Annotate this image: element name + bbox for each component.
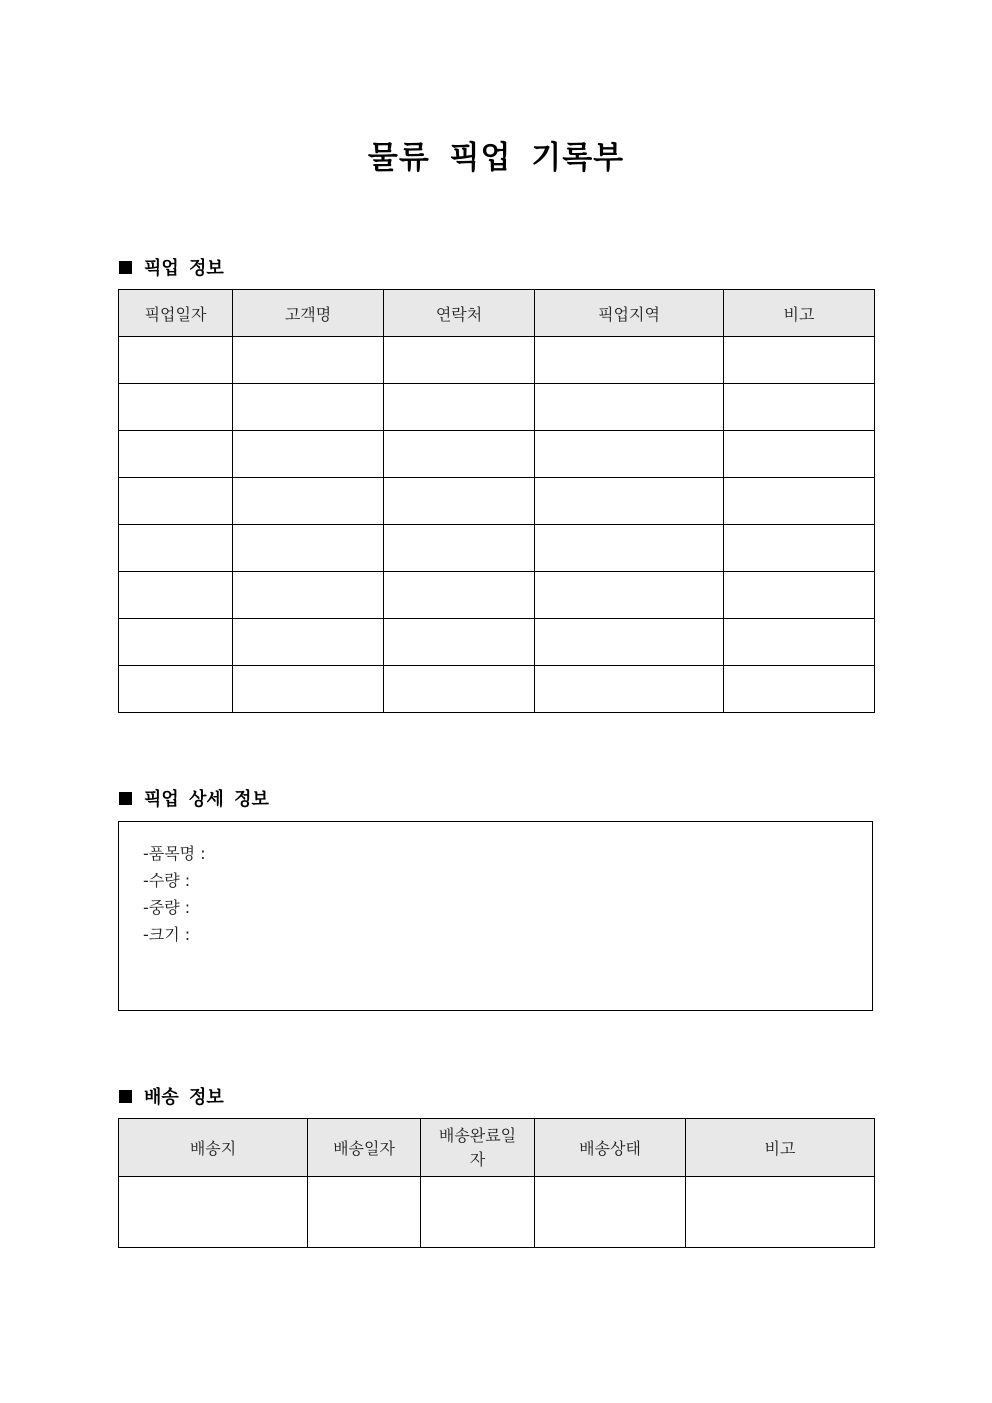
table-cell[interactable]: [119, 525, 233, 572]
table-cell[interactable]: [535, 384, 724, 431]
table-row: [119, 337, 875, 384]
section-heading-label: 픽업 상세 정보: [144, 789, 269, 810]
square-bullet-icon: [119, 1090, 132, 1103]
section-heading-delivery-info: [119, 1083, 224, 1109]
table-cell[interactable]: [724, 337, 875, 384]
column-header-completion-date: 배송완료일자: [421, 1119, 535, 1177]
table-cell[interactable]: [535, 619, 724, 666]
document-title: 물류 픽업 기록부: [367, 140, 625, 176]
column-header-customer-name: 고객명: [233, 290, 384, 337]
detail-quantity: -수량 :: [143, 871, 191, 890]
section-heading-label: 배송 정보: [144, 1087, 224, 1108]
table-cell[interactable]: [535, 1177, 686, 1248]
table-cell[interactable]: [233, 666, 384, 713]
table-row: [119, 572, 875, 619]
table-cell[interactable]: [384, 666, 535, 713]
square-bullet-icon: [119, 792, 132, 805]
table-cell[interactable]: [384, 384, 535, 431]
column-header-pickup-date: 픽업일자: [119, 290, 233, 337]
table-cell[interactable]: [535, 525, 724, 572]
table-cell[interactable]: [384, 478, 535, 525]
table-cell[interactable]: [308, 1177, 421, 1248]
table-cell[interactable]: [119, 619, 233, 666]
column-header-pickup-area: 픽업지역: [535, 290, 724, 337]
table-cell[interactable]: [233, 384, 384, 431]
table-cell[interactable]: [724, 478, 875, 525]
table-cell[interactable]: [535, 478, 724, 525]
table-cell[interactable]: [119, 431, 233, 478]
table-cell[interactable]: [724, 525, 875, 572]
column-header-remarks: 비고: [686, 1119, 875, 1177]
table-cell[interactable]: [119, 384, 233, 431]
table-header-row: [119, 1119, 875, 1177]
table-cell[interactable]: [724, 572, 875, 619]
delivery-info-table: [118, 1118, 875, 1248]
table-row: [119, 478, 875, 525]
table-row: [119, 1177, 875, 1248]
table-header-row: [119, 290, 875, 337]
column-header-delivery-status: 배송상태: [535, 1119, 686, 1177]
table-cell[interactable]: [233, 572, 384, 619]
table-row: [119, 384, 875, 431]
table-row: [119, 666, 875, 713]
pickup-detail-box[interactable]: [118, 821, 873, 1011]
section-heading-pickup-info: [119, 254, 224, 280]
table-cell[interactable]: [384, 619, 535, 666]
table-cell[interactable]: [724, 384, 875, 431]
table-cell[interactable]: [421, 1177, 535, 1248]
table-cell[interactable]: [724, 666, 875, 713]
section-heading-label: 픽업 정보: [144, 258, 224, 279]
table-row: [119, 619, 875, 666]
pickup-info-table: [118, 289, 875, 713]
table-cell[interactable]: [535, 337, 724, 384]
table-cell[interactable]: [233, 431, 384, 478]
detail-size: -크기 :: [143, 925, 191, 944]
column-header-destination: 배송지: [119, 1119, 308, 1177]
table-cell[interactable]: [384, 431, 535, 478]
table-cell[interactable]: [535, 666, 724, 713]
column-header-remarks: 비고: [724, 290, 875, 337]
table-cell[interactable]: [119, 666, 233, 713]
table-row: [119, 431, 875, 478]
table-cell[interactable]: [233, 525, 384, 572]
table-cell[interactable]: [233, 619, 384, 666]
table-cell[interactable]: [119, 337, 233, 384]
square-bullet-icon: [119, 261, 132, 274]
table-cell[interactable]: [384, 337, 535, 384]
table-cell[interactable]: [535, 572, 724, 619]
table-row: [119, 525, 875, 572]
table-cell[interactable]: [535, 431, 724, 478]
column-header-contact: 연락처: [384, 290, 535, 337]
table-cell[interactable]: [384, 525, 535, 572]
table-cell[interactable]: [724, 619, 875, 666]
table-cell[interactable]: [119, 1177, 308, 1248]
table-cell[interactable]: [119, 572, 233, 619]
table-cell[interactable]: [384, 572, 535, 619]
table-cell[interactable]: [233, 478, 384, 525]
detail-item-name: -품목명 :: [143, 844, 206, 863]
section-heading-pickup-detail: [119, 785, 269, 811]
table-cell[interactable]: [686, 1177, 875, 1248]
table-cell[interactable]: [119, 478, 233, 525]
table-cell[interactable]: [724, 431, 875, 478]
detail-weight: -중량 :: [143, 898, 191, 917]
column-header-delivery-date: 배송일자: [308, 1119, 421, 1177]
table-cell[interactable]: [233, 337, 384, 384]
